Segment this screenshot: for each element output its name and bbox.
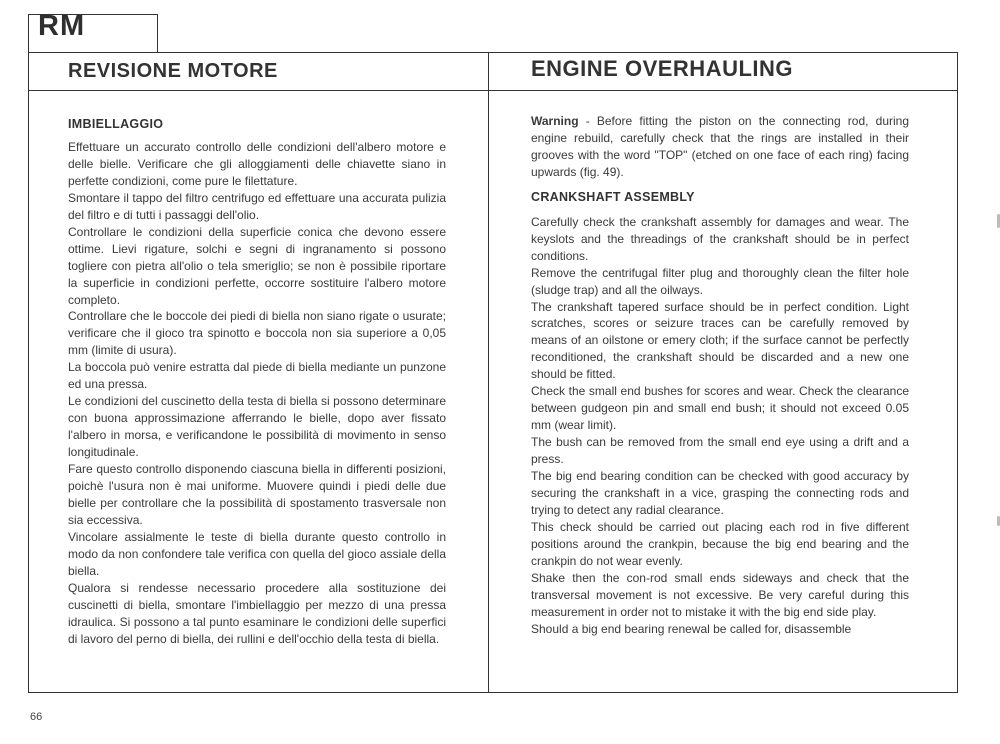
warning-label: Warning [531, 114, 579, 128]
right-paragraph: Should a big end bearing renewal be called for, disassemble [531, 621, 852, 636]
english-column [531, 113, 909, 638]
left-paragraph: Controllare le condizioni della superficie conica che devono essere ottime. Lievi rigature, solchi e segni di ingranamento si possono togliere con pietra all'olio o tela smeriglio; se non è possibile riportare la superficie in condizioni perfette, occorre sostituire l'albero motore completo. [68, 224, 446, 307]
left-paragraph: Vincolare assialmente le teste di biella durante questo controllo in modo da non confondere tale verifica con quella del gioco assiale della biella. [68, 529, 446, 578]
right-paragraph: Remove the centrifugal filter plug and thoroughly clean the filter hole (sludge trap) and all the oilways. [531, 265, 909, 297]
left-paragraph: Effettuare un accurato controllo delle condizioni dell'albero motore e delle bielle. Verificare che gli alloggiamenti delle chiavette siano in perfette condizioni, come pure le filettature. [68, 139, 446, 188]
left-column-heading: REVISIONE MOTORE [68, 60, 278, 82]
warning-text: - Before fitting the piston on the connecting rod, during engine rebuild, carefully check that the rings are installed in their grooves with the word "TOP" (etched on one face of each ring) facing upwards (fig. 49). [531, 114, 909, 179]
left-paragraph: Le condizioni del cuscinetto della testa di biella si possono determinare con buona approssimazione afferrando le bielle, dopo aver fissato l'albero in morsa, e verificandone le possibilità di movimento in senso longitudinale. [68, 394, 446, 460]
section-tab-label: RM [38, 10, 86, 42]
left-paragraph: Smontare il tappo del filtro centrifugo ed effettuare una accurata pulizia del filtro e di tutti i passaggi dell'olio. [68, 190, 446, 222]
left-paragraph: La boccola può venire estratta dal piede di biella mediante un punzone ed una pressa. [68, 360, 446, 392]
right-subheading: CRANKSHAFT ASSEMBLY [531, 189, 695, 204]
left-subheading: IMBIELLAGGIO [68, 117, 164, 131]
left-paragraph: Qualora si rendesse necessario procedere alla sostituzione dei cuscinetti di biella, smontare l'imbiellaggio per mezzo di una pressa idraulica. Si possono a tal punto esaminare le condizioni delle superfici di lavoro del perno di biella, dei rullini e dell'occhio della testa di biella. [68, 580, 446, 646]
warning-paragraph [531, 113, 909, 181]
right-paragraph: The bush can be removed from the small end eye using a drift and a press. [531, 435, 909, 467]
right-paragraph: Check the small end bushes for scores and wear. Check the clearance between gudgeon pin and small end bush; it should not exceed 0.05 mm (wear limit). [531, 384, 909, 433]
left-paragraph: Controllare che le boccole dei piedi di biella non siano rigate o usurate; verificare che il gioco tra spinotto e boccola non sia superiore a 0,05 mm (limite di usura). [68, 309, 446, 358]
right-paragraph: This check should be carried out placing each rod in five different positions around the crankpin, because the big end bearing and the crankpin do not wear evenly. [531, 519, 909, 568]
right-paragraph: Shake then the con-rod small ends sideways and check that the transversal movement is not excessive. Be very careful during this measurement in order not to mistake it with the big end side play. [531, 570, 909, 619]
header-divider [28, 90, 958, 91]
right-column-heading: ENGINE OVERHAULING [531, 56, 794, 81]
italian-column [68, 116, 446, 648]
column-divider [488, 52, 489, 693]
right-paragraph: Carefully check the crankshaft assembly for damages and wear. The keyslots and the threadings of the crankshaft should be in perfect conditions. [531, 214, 909, 263]
page-number: 66 [30, 711, 43, 723]
right-paragraph: The big end bearing condition can be checked with good accuracy by securing the crankshaft in a vice, grasping the connecting rods and trying to detect any radial clearance. [531, 469, 909, 517]
left-paragraph: Fare questo controllo disponendo ciascuna biella in differenti posizioni, poichè l'usura non è mai uniforme. Muovere quindi i piedi delle due bielle per controllare che la possibilità di spostamento trasversale non sia eccessiva. [68, 462, 446, 527]
right-paragraph: The crankshaft tapered surface should be in perfect condition. Light scratches, scores or seizure traces can be carefully removed by means of an oilstone or emery cloth; if the surface cannot be perfectly reconditioned, the crankshaft should be discarded and a new one should be fitted. [531, 299, 909, 382]
